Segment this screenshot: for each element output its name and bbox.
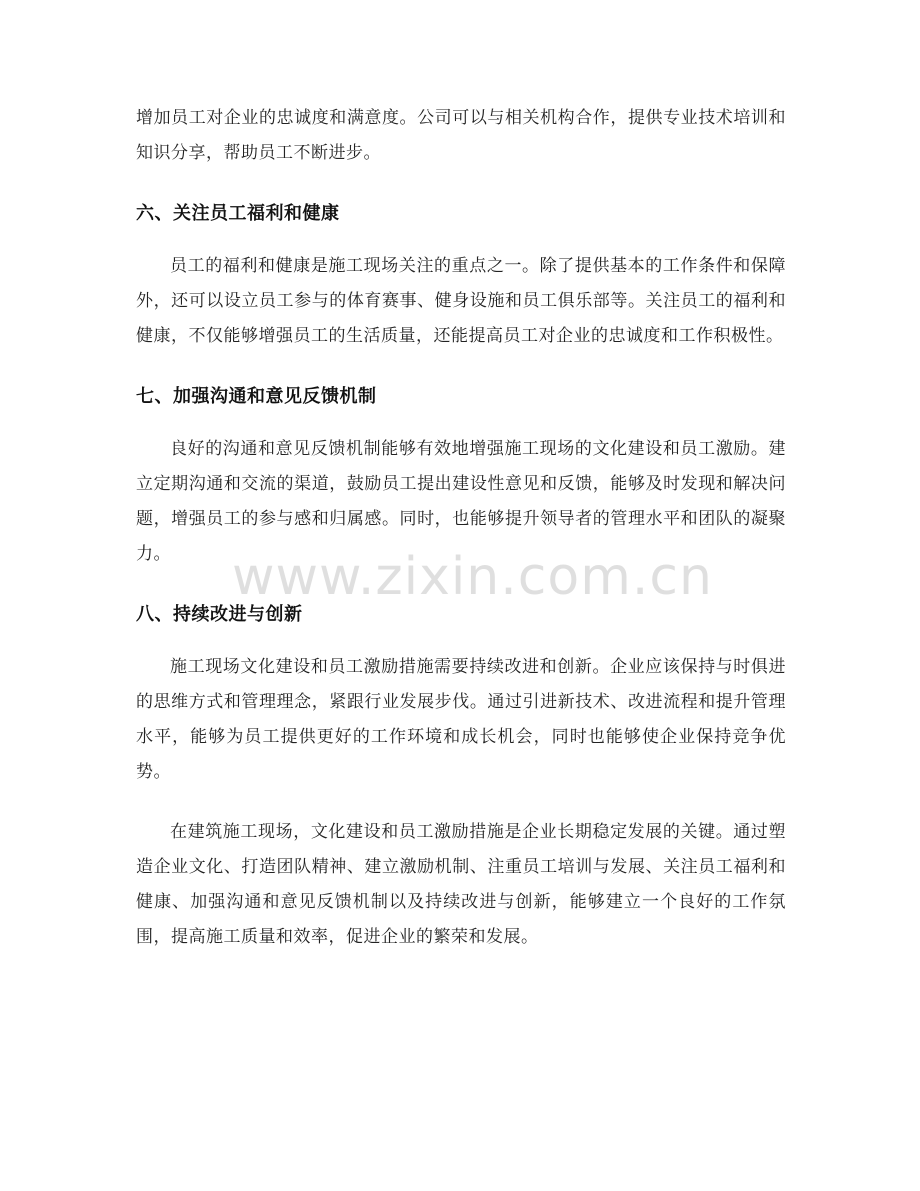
section-heading-welfare: 六、关注员工福利和健康 [136,203,340,224]
watermark: www.zixin.com.cn [232,547,713,607]
section-paragraph-welfare: 员工的福利和健康是施工现场关注的重点之一。除了提供基本的工作条件和保障外，还可以设立员工参与的体育赛事、健身设施和员工俱乐部等。关注员工的福利和健康，不仅能够增强员工的生活质量，还能提高员工对企业的忠诚度和工作积极性。 [136,256,786,346]
conclusion-paragraph: 在建筑施工现场，文化建设和员工激励措施是企业长期稳定发展的关键。通过塑造企业文化、打造团队精神、建立激励机制、注重员工培训与发展、关注员工福利和健康、加强沟通和意见反馈机制以及持续改进与创新，能够建立一个良好的工作氛围，提高施工质量和效率，促进企业的繁荣和发展。 [136,822,786,947]
intro-continuation-paragraph: 增加员工对企业的忠诚度和满意度。公司可以与相关机构合作，提供专业技术培训和知识分享，帮助员工不断进步。 [136,108,786,163]
section-heading-improvement: 八、持续改进与创新 [136,604,303,625]
section-heading-communication: 七、加强沟通和意见反馈机制 [136,386,377,407]
section-paragraph-communication: 良好的沟通和意见反馈机制能够有效地增强施工现场的文化建设和员工激励。建立定期沟通和交流的渠道，鼓励员工提出建设性意见和反馈，能够及时发现和解决问题，增强员工的参与感和归属感。同时，也能够提升领导者的管理水平和团队的凝聚力。 [136,439,786,564]
document-body [136,101,786,980]
section-paragraph-improvement: 施工现场文化建设和员工激励措施需要持续改进和创新。企业应该保持与时俱进的思维方式和管理理念，紧跟行业发展步伐。通过引进新技术、改进流程和提升管理水平，能够为员工提供更好的工作环境和成长机会，同时也能够使企业保持竞争优势。 [136,657,786,782]
